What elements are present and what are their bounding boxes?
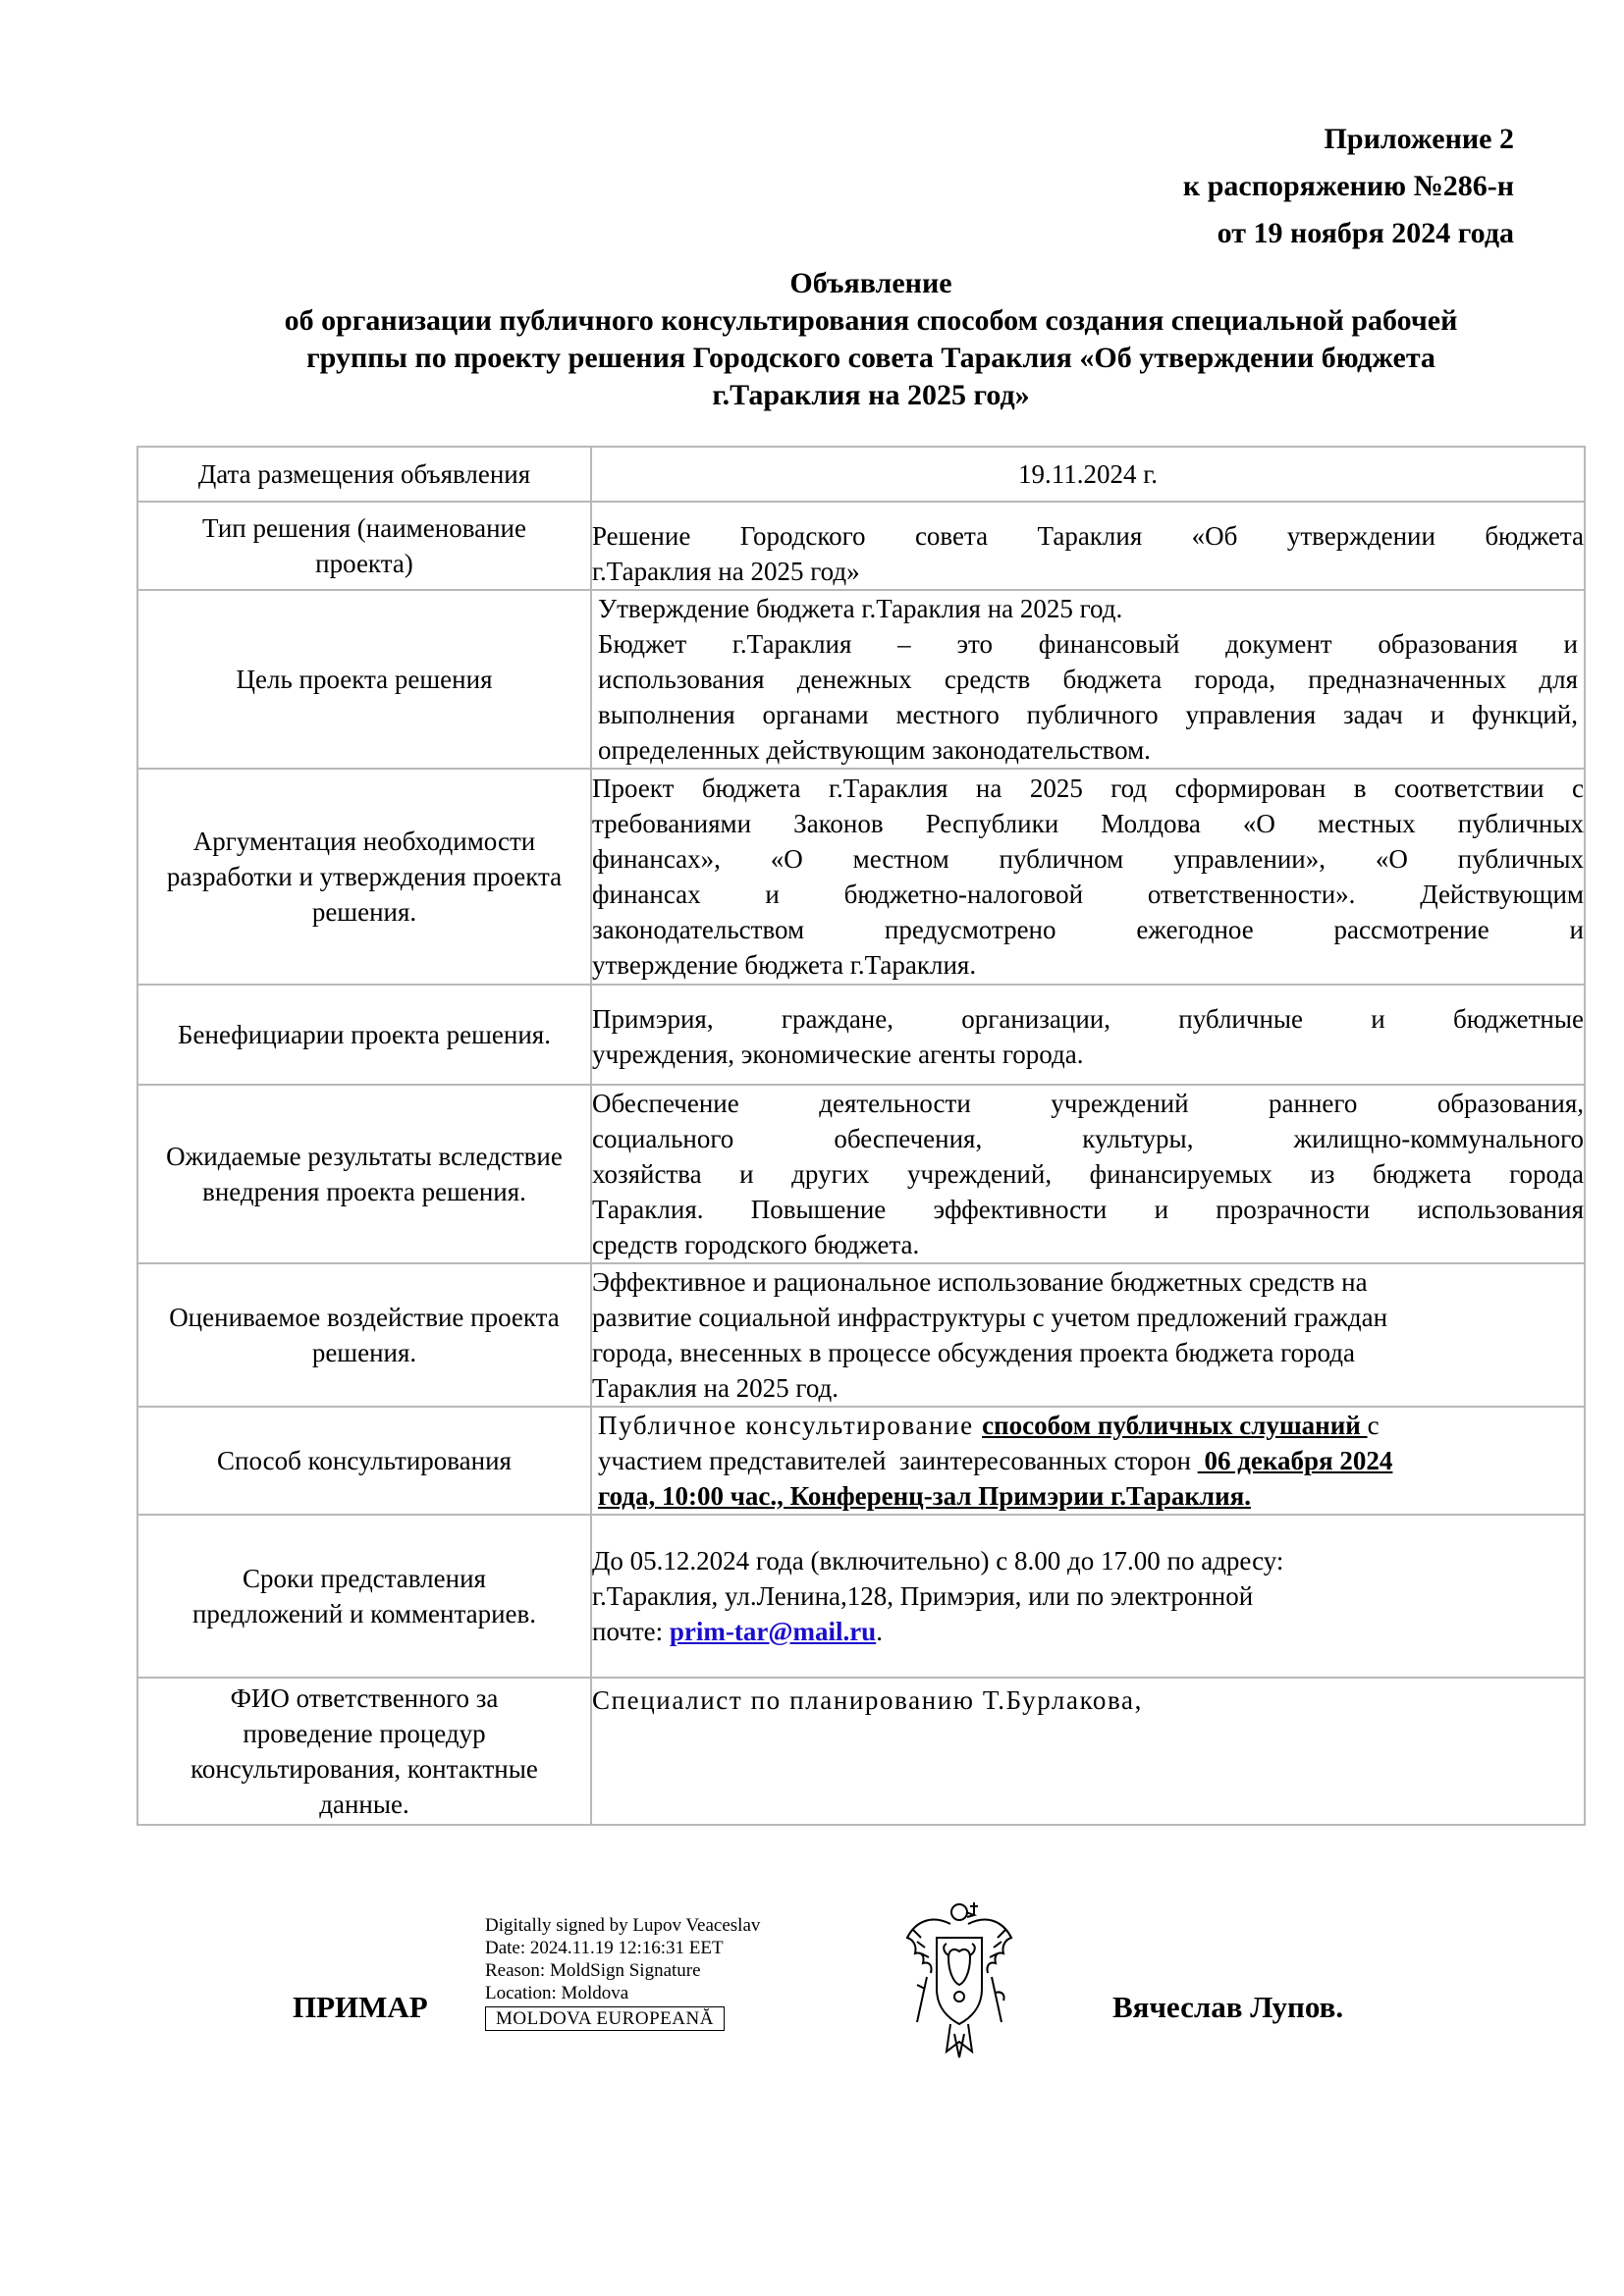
email-link[interactable]: prim-tar@mail.ru xyxy=(669,1617,877,1646)
hearing-time-place: года, 10:00 час., Конференц-зал Примэрии г.Тараклия. xyxy=(598,1481,1251,1511)
label-results: Ожидаемые результаты вследствие внедрения проекта решения. xyxy=(137,1085,591,1263)
hearing-date: 06 декабря 2024 xyxy=(1197,1446,1393,1475)
digital-signature-signer: Digitally signed by Lupov Veaceslav xyxy=(485,1915,761,1936)
table-row-results xyxy=(137,1085,1585,1263)
value-date: 19.11.2024 г. xyxy=(591,447,1585,502)
appendix-header xyxy=(1183,116,1514,257)
announcement-subtitle-line-2: группы по проекту решения Городского совета Тараклия «Об утверждении бюджета xyxy=(306,342,1435,374)
table-row-responsible xyxy=(137,1678,1585,1825)
mayor-title: ПРИМАР xyxy=(293,1990,428,2024)
announcement-subtitle-line-3: г.Тараклия на 2025 год» xyxy=(712,379,1030,411)
table-row-date xyxy=(137,447,1585,502)
announcement-title: Объявление xyxy=(789,267,952,299)
value-responsible: Специалист по планированию Т.Бурлакова, xyxy=(591,1678,1585,1825)
value-method: Публичное консультирование способом публичных слушаний с участием представителей заинтересованных сторон 06 декабря 2024 года, 10:00 час., Конференц-зал Примэрии г.Тараклия. xyxy=(591,1407,1585,1515)
announcement-table xyxy=(136,446,1586,1826)
label-type: Тип решения (наименование проекта) xyxy=(137,502,591,590)
label-deadline: Сроки представления предложений и комментариев. xyxy=(137,1515,591,1678)
appendix-order-ref: к распоряжению №286-н xyxy=(1182,170,1514,202)
table-row-impact xyxy=(137,1263,1585,1407)
label-goal: Цель проекта решения xyxy=(137,590,591,769)
label-beneficiaries: Бенефициарии проекта решения. xyxy=(137,985,591,1085)
moldova-coat-of-arms-icon xyxy=(901,1895,1017,2061)
announcement-heading xyxy=(236,265,1506,414)
label-argument: Аргументация необходимости разработки и утверждения проекта решения. xyxy=(137,769,591,985)
value-beneficiaries: Примэрия, граждане, организации, публичные и бюджетные учреждения, экономические агенты города. xyxy=(591,985,1585,1085)
table-row-method xyxy=(137,1407,1585,1515)
appendix-number: Приложение 2 xyxy=(1324,123,1514,155)
value-impact: Эффективное и рациональное использование бюджетных средств на развитие социальной инфраструктуры с учетом предложений граждан города, внесенных в процессе обсуждения проекта бюджета города Тараклия на 2025 год. xyxy=(591,1263,1585,1407)
hearing-method: способом публичных слушаний xyxy=(982,1411,1368,1440)
announcement-subtitle-line-1: об организации публичного консультирования способом создания специальной рабочей xyxy=(284,304,1458,337)
label-responsible: ФИО ответственного за проведение процедур консультирования, контактные данные. xyxy=(137,1678,591,1825)
digital-signature-location: Location: Moldova xyxy=(485,1983,629,2003)
value-results: Обеспечение деятельности учреждений раннего образования, социального обеспечения, культуры, жилищно-коммунального хозяйства и других учреждений, финансируемых из бюджета города Тараклия. Повышение эффективности и прозрачности использования средств городского бюджета. xyxy=(591,1085,1585,1263)
table-row-goal xyxy=(137,590,1585,769)
table-row-deadline xyxy=(137,1515,1585,1678)
label-method: Способ консультирования xyxy=(137,1407,591,1515)
digital-signature-block xyxy=(485,1914,760,2031)
value-type: Решение Городского совета Тараклия «Об утверждении бюджета г.Тараклия на 2025 год» xyxy=(591,502,1585,590)
value-deadline: До 05.12.2024 года (включительно) с 8.00 до 17.00 по адресу: г.Тараклия, ул.Ленина,128, Примэрия, или по электронной почте: prim-tar@mail.ru. xyxy=(591,1515,1585,1678)
digital-signature-reason: Reason: MoldSign Signature xyxy=(485,1960,701,1981)
label-date: Дата размещения объявления xyxy=(137,447,591,502)
value-argument: Проект бюджета г.Тараклия на 2025 год сформирован в соответствии с требованиями Законов Республики Молдова «О местных публичных финансах», «О местном публичном управлении», «О публичных финансах и бюджетно-налоговой ответственности». Действующим законодательством предусмотрено ежегодное рассмотрение и утверждение бюджета г.Тараклия. xyxy=(591,769,1585,985)
table-row-beneficiaries xyxy=(137,985,1585,1085)
mayor-name: Вячеслав Лупов. xyxy=(1112,1990,1344,2024)
appendix-date: от 19 ноября 2024 года xyxy=(1217,217,1514,249)
table-row-argument xyxy=(137,769,1585,985)
digital-signature-date: Date: 2024.11.19 12:16:31 EET xyxy=(485,1938,724,1958)
label-impact: Оцениваемое воздействие проекта решения. xyxy=(137,1263,591,1407)
value-goal: Утверждение бюджета г.Тараклия на 2025 год. Бюджет г.Тараклия – это финансовый документ образования и использования денежных средств бюджета города, предназначенных для выполнения органами местного публичного управления задач и функций, определенных действующим законодательством. xyxy=(591,590,1585,769)
signature-stamp: MOLDOVA EUROPEANĂ xyxy=(485,2006,725,2031)
table-row-type xyxy=(137,502,1585,590)
